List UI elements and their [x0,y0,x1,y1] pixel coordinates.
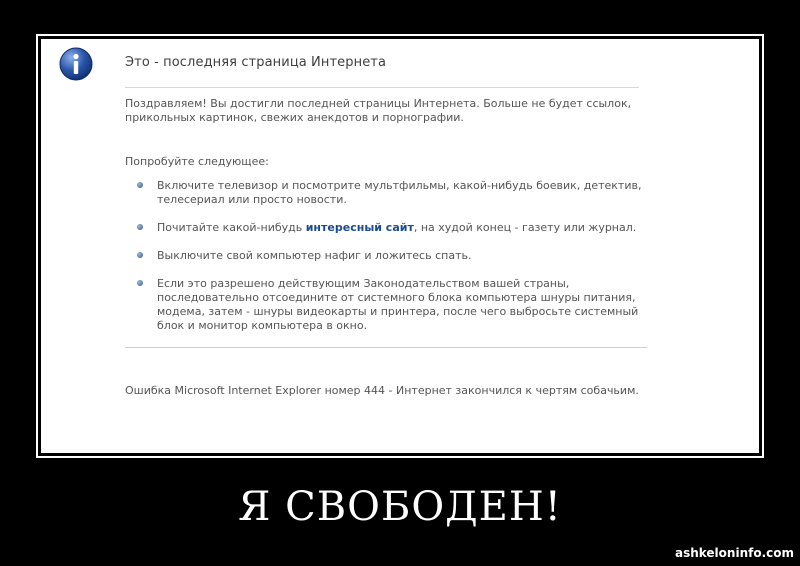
title-divider [125,87,639,88]
demotivator-frame [36,34,764,458]
suggestion-text-pre: Почитайте какой-нибудь [157,221,306,234]
error-page-panel [41,39,759,453]
list-item [125,277,665,333]
suggestion-text-post: , на худой конец - газету или журнал. [413,221,637,234]
bullet-icon [137,252,143,258]
interesting-site-link[interactable]: интересный сайт [305,221,414,234]
list-item [125,221,665,235]
content-divider [125,347,647,348]
info-icon [59,47,93,81]
page-title: Это - последняя страница Интернета [125,55,387,70]
suggestion-text: Включите телевизор и посмотрите мультфильмы, какой-нибудь боевик, детектив, телесериал или просто новости. [157,179,642,206]
list-item [125,249,665,263]
list-item [125,179,665,207]
suggestion-text: Если это разрешено действующим Законодательством вашей страны, последовательно отсоедините от системного блока компьютера шнуры питания, модема, затем - шнуры видеокарты и принтера, после чего выбросьте системный блок и монитор компьютера в окно. [157,277,639,332]
demotivator-caption: Я СВОБОДЕН! [238,484,562,530]
bullet-icon [137,182,143,188]
suggestion-text: Выключите свой компьютер нафиг и ложитесь спать. [157,249,472,262]
error-message: Ошибка Microsoft Internet Explorer номер 444 - Интернет закончился к чертям собачьим. [125,384,639,397]
bullet-icon [137,280,143,286]
intro-text: Поздравляем! Вы достигли последней страницы Интернета. Больше не будет ссылок, прикольных картинок, свежих анекдотов и порнографии. [125,97,632,124]
bullet-icon [137,224,143,230]
page-content [125,97,665,398]
try-heading: Попробуйте следующее: [125,155,269,168]
site-watermark: ashkeloninfo.com [674,546,794,560]
suggestion-list [125,179,665,333]
